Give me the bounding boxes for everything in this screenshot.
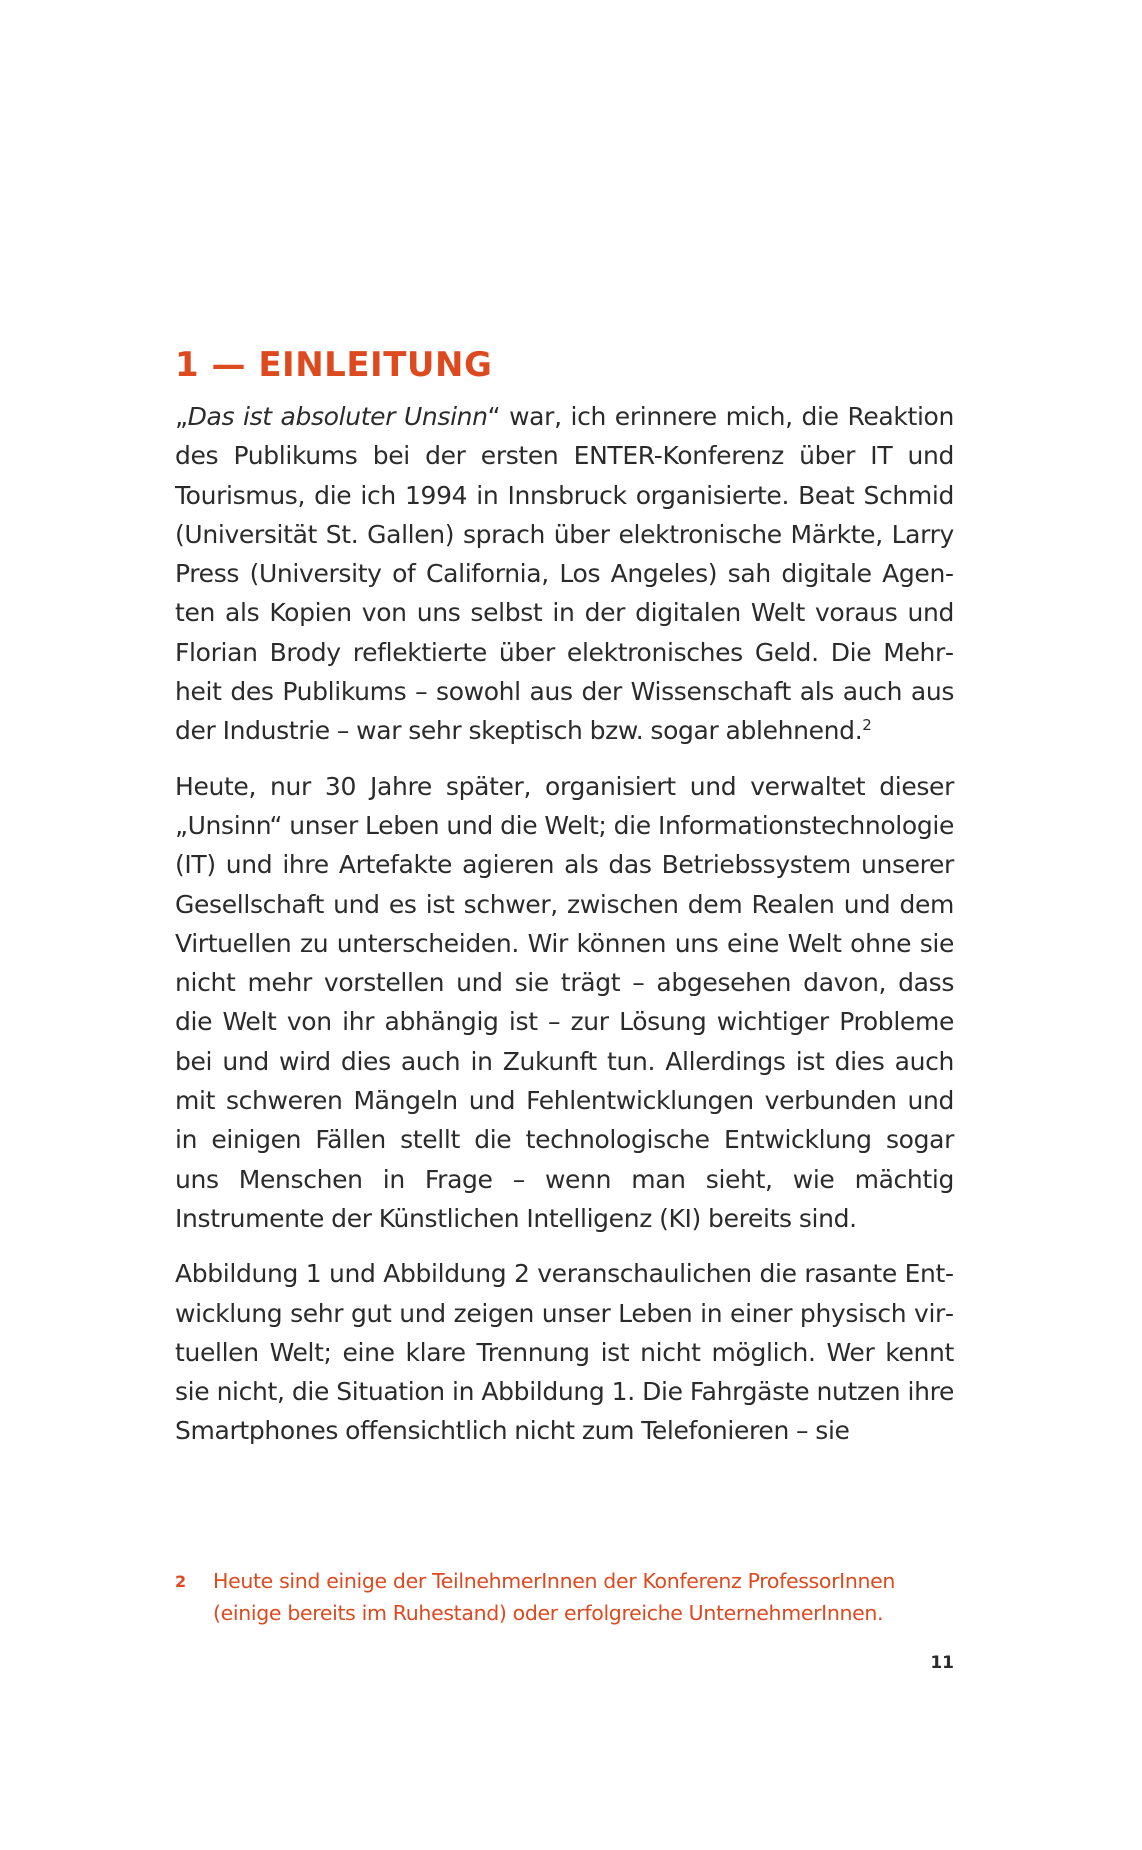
page-body [175, 343, 954, 1467]
footnote-number: 2 [175, 1572, 186, 1591]
page-number: 11 [930, 1653, 954, 1673]
paragraph-3: Abbildung 1 und Abbildung 2 veranschaulichen die rasante Entwicklung sehr gut und zeigen unser Leben in einer physisch virtuellen Welt; eine klare Trennung ist nicht möglich. Wer kennt sie nicht, die Situation in Abbildung 1. Die Fahrgäste nutzen ihre Smartphones offensichtlich nicht zum Telefonieren – sie [175, 1259, 954, 1446]
paragraph-1-text: “ war, ich erinnere mich, die Reaktion des Publikums bei der ersten ENTER-Konferenz über IT und Tourismus, die ich 1994 in Innsbruck organisierte. Beat Schmid (Universität St. Gallen) sprach über elektronische Märkte, Larry Press (University of California, Los Angeles) sah digitale Agenten als Kopien von uns selbst in der digitalen Welt voraus und Florian Brody reflektierte über elektronisches Geld. Die Mehrheit des Publikums – sowohl aus der Wissenschaft als auch aus der Industrie – war sehr skeptisch bzw. sogar ablehnend. [175, 402, 954, 746]
footnote-reference[interactable]: 2 [862, 716, 872, 735]
paragraph-1 [175, 397, 954, 751]
footnote-text: Heute sind einige der TeilnehmerInnen der Konferenz ProfessorInnen (einige bereits im Ruhestand) oder erfolgreiche UnternehmerInnen. [213, 1569, 896, 1625]
footnote [175, 1566, 954, 1629]
quote-open-mark: „ [175, 402, 188, 431]
paragraph-2: Heute, nur 30 Jahre später, organisiert und verwaltet dieser „Unsinn“ unser Leben und die Welt; die Informationstechnologie (IT) und ihre Artefakte agieren als das Betriebssystem unserer Gesellschaft und es ist schwer, zwischen dem Realen und dem Virtuellen zu unterscheiden. Wir können uns eine Welt ohne sie nicht mehr vorstellen und sie trägt – abgesehen davon, dass die Welt von ihr abhängig ist – zur Lösung wichtiger Probleme bei und wird dies auch in Zukunft tun. Allerdings ist dies auch mit schweren Mängeln und Fehlentwicklungen verbunden und in einigen Fällen stellt die technologische Entwicklung sogar uns Menschen in Frage – wenn man sieht, wie mächtig Instrumente der Künstlichen Intelligenz (KI) bereits sind. [175, 771, 954, 1233]
quote-italic: Das ist absoluter Unsinn [187, 402, 488, 431]
chapter-title: 1 — EINLEITUNG [175, 345, 493, 385]
